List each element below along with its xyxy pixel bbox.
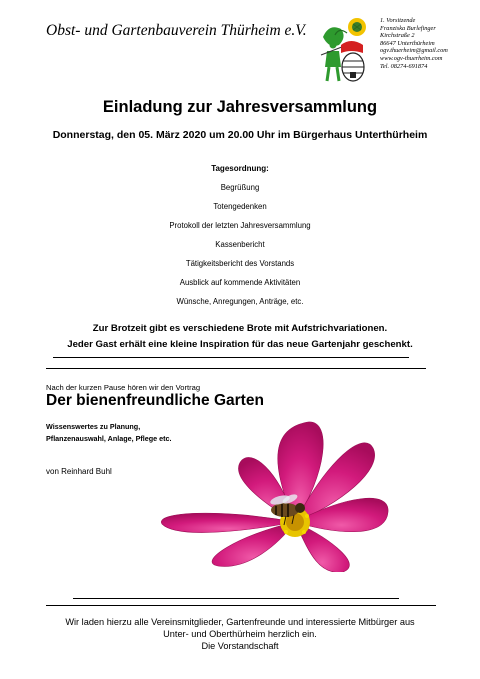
divider xyxy=(46,605,436,606)
talk-subtitle: Wissenswertes zu Planung, xyxy=(46,422,141,431)
agenda-item: Totengedenken xyxy=(213,202,267,211)
contact-email[interactable]: ogv.thuerheim@gmail.com xyxy=(380,47,448,55)
agenda-item: Ausblick auf kommende Aktivitäten xyxy=(179,278,301,287)
contact-line: Franziska Burlefinger xyxy=(380,24,436,32)
club-logo xyxy=(317,15,373,85)
divider xyxy=(73,598,399,599)
contact-phone: Tel. 08274-691874 xyxy=(380,62,428,70)
contact-line: 86647 Unterthürheim xyxy=(380,39,435,47)
divider xyxy=(46,368,426,369)
date-line: Donnerstag, den 05. März 2020 um 20.00 Uhr im Bürgerhaus Unterthürheim xyxy=(52,129,428,141)
snack-line-1: Zur Brotzeit gibt es verschiedene Brote mit Aufstrichvariationen. xyxy=(92,323,388,334)
flower-bee-image xyxy=(158,420,392,572)
contact-website[interactable]: www.ogv-thuerheim.com xyxy=(380,54,443,62)
agenda-item: Kassenbericht xyxy=(215,240,265,249)
agenda-item: Tätigkeitsbericht des Vorstands xyxy=(185,259,295,268)
invitation-title: Einladung zur Jahresversammlung xyxy=(102,98,378,116)
agenda-item: Wünsche, Anregungen, Anträge, etc. xyxy=(176,297,304,306)
snack-line-2: Jeder Gast erhält eine kleine Inspiration für das neue Gartenjahr geschenkt. xyxy=(67,339,413,350)
contact-block xyxy=(380,17,448,70)
beehive-icon xyxy=(342,53,364,81)
contact-line: 1. Vorsitzende xyxy=(380,17,416,24)
footer-signature: Die Vorstandschaft xyxy=(201,641,279,651)
sunflower-icon xyxy=(348,18,366,36)
agenda-item: Begrüßung xyxy=(220,183,260,192)
footer-line-1: Wir laden hierzu alle Vereinsmitglieder, Gartenfreunde und interessierte Mitbürger aus xyxy=(65,617,415,627)
talk-intro: Nach der kurzen Pause hören wir den Vortrag xyxy=(46,383,201,392)
footer-line-2: Unter- und Oberthürheim herzlich ein. xyxy=(163,629,317,639)
talk-speaker: von Reinhard Buhl xyxy=(46,467,112,476)
club-name: Obst- und Gartenbauverein Thürheim e.V. xyxy=(46,22,307,39)
talk-title: Der bienenfreundliche Garten xyxy=(46,392,264,409)
agenda-heading: Tagesordnung: xyxy=(211,164,269,173)
divider xyxy=(53,357,409,358)
talk-subtitle: Pflanzenauswahl, Anlage, Pflege etc. xyxy=(46,434,172,443)
agenda-item: Protokoll der letzten Jahresversammlung xyxy=(169,221,311,230)
contact-line: Kirchstraße 2 xyxy=(380,32,415,40)
